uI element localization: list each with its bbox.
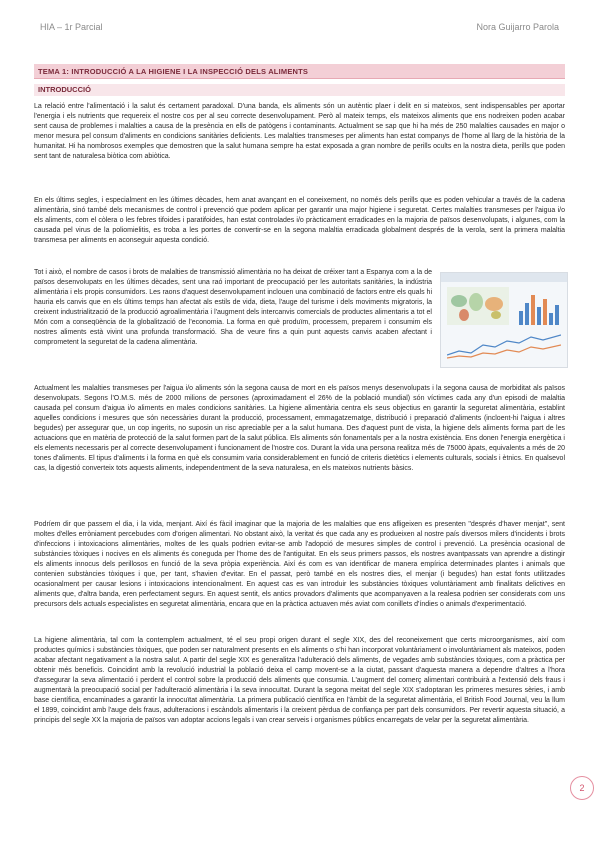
paragraph: Actualment les malalties transmeses per l'aigua i/o aliments són la segona causa de mort en els països menys desenvolupats i la segona causa de morbiditat als països desenvolupats. Segons l'O.M.S. més de 2000 milions de persones (aproximadament el 26% de la població mundial) són víctimes cada any d'un episodi de malaltia causada pel consum d'aigua i/o aliments en males condicions sanitàries. La higiene alimentària centra els seus objectius en garantir la seguretat alimentària, establint aquelles condicions i mesures que són necessàries durant la producció, processament, emmagatzematge, distribució i preparació d'aliments (incloent-hi l'aigua i altres begudes) per assegurar que, un cop ingerits, no suposin un risc apreciable per a la salut humana. Des d'aquest punt de vista, la higiene dels aliments forma part de les actuacions que en matèria de protecció de la salut formen part de la salut pública. Els aliments són fonamentals per a la nostra existència. Ens donen l'energia energètica i els elements necessaris per al correcte desenvolupament i funcionament de l'nostre cos. Durant la vida una persona realitza més de 75000 àpats, equivalents a més de 20 tones d'aliments. El tipus d'aliments i la forma en què els consumim varia considerablement en funció de criteris dietètics i elements culturals, socials i ètnics. En qualsevol cas, la digestió converteix tots aquests aliments, independentment de la seva naturalesa, en els mateixos nutrients bàsics. bbox=[34, 385, 565, 472]
line-graphic bbox=[447, 331, 561, 361]
header-author: Nora Guijarro Parola bbox=[476, 22, 559, 32]
page-header bbox=[40, 22, 559, 38]
paragraph: Podríem dir que passem el dia, i la vida, menjant. Així és fàcil imaginar que la majoria de les malalties que ens afligeixen es presenten "després d'haver menjat", sent moltes d'elles erròniament percebudes com d'origen alimentari. No obstant això, la veritat és que cada any es produeixen al nostre país diversos milers d'incidents i brots d'infeccions i intoxicacions alimentàries, moltes de les quals podrien evitar-se amb l'adopció de mesures simples de control i prevenció. La presència ocasional de substàncies tòxiques i nocives en els aliments és coneguda per l'home des de l'antiguitat. En els seus primers passos, els nostres avantpassats van aprendre a distingir els aliments innocus dels perillosos en funció de la seva pròpia experiència. Així és com es van identificar de manera empírica determinades plantes i animals que contenien substàncies tòxiques i que, per tant, s'havien d'evitar. En el passat, però també en els nostres dies, el menjar (i begudes) han estat fonts utilitzades ocasionalment per causar lesions i intoxicacions intencionalment. En aquest cas es van introduir les substàncies tòxiques voluntàriament amb finalitats delictives en aliments que, d'altra banda, eren perfectament segurs. En aquest sentit, els antics provadors d'aliments que acompanyaven a la realesa podrien ser considerats com uns precursors dels actuals especialistes en seguretat alimentària, encara que en la pràctica actuaven més aviat com conillets d'índies o animals d'experimentació. bbox=[34, 521, 565, 608]
section-heading: INTRODUCCIÓ bbox=[34, 84, 565, 96]
topic-title: TEMA 1: INTRODUCCIÓ A LA HIGIENE I LA INSPECCIÓ DELS ALIMENTS bbox=[34, 64, 565, 79]
figure-header-strip bbox=[441, 273, 567, 282]
page-number: 2 bbox=[570, 776, 594, 800]
dashboard-figure bbox=[440, 272, 568, 368]
world-map-graphic bbox=[447, 287, 509, 325]
bar-graphic bbox=[517, 287, 561, 325]
paragraph: La higiene alimentària, tal com la contemplem actualment, té el seu propi origen durant el segle XIX, des del reconeixement que certs microorganismes, així com productes químics i substàncies tòxiques, que poden ser naturalment presents en els aliments o s'hi han incorporat voluntàriament o involuntàriament als mateixos, poden acabar afectant negativament a la nostra salut. A partir del segle XIX es generalitza l'adulteració dels aliments, de vegades amb substàncies tòxiques, com a pràctica per obtenir més beneficis. Coincidint amb la revolució industrial la població deixa el camp movent-se a la ciutat, passant d'aquesta manera a dependre d'altres a l'hora d'assegurar la seva alimentació i perdent el control sobre la producció dels aliments que consumia. L'augment del comerç alimentari contribuirà a l'extensió dels fraus i augmentarà la preocupació social per l'adulteració alimentària i la seva innocuïtat. Durant la segona meitat del segle XIX s'adoptaran les primeres mesures sèries, i amb base científica, encaminades a garantir la innocuïtat alimentària. La primera publicació científica en l'àmbit de la seguretat alimentària, el British Food Journal, veu la llum el 1899, coincidint amb l'auge dels fraus, adulteracions i escàndols alimentaris i la creixent pèrdua de confiança per part dels consumidors. Per revertir aquesta situació, a principis del segle XX la majoria de països van adoptar accions legals i van crear serveis i organismes públics encarregats de velar per la seguretat alimentària. bbox=[34, 637, 565, 724]
paragraph: La relació entre l'alimentació i la salut és certament paradoxal. D'una banda, els aliments són un autèntic plaer i delit en si mateixos, sent indispensables per aportar l'energia i els nutrients que requereix el nostre cos per al seu correcte desenvolupament. Però al mateix temps, els mateixos aliments que ens nodreixen poden acabar sent causa de problemes i malalties a causa de la presència en ells de patògens i contaminants. Actualment se sap que hi ha més de 250 malalties causades en major o menor mesura pel consum d'aliments en condicions sanitàries deficients. Les malalties transmeses per aliments han estat companys de l'home al llarg de la història de la humanitat. Hi ha nombrosos exemples que demostren que la salut humana sempre ha estat exposada a gran nombre de perills ocults en la nostra dieta, perills que poden sent tant de naturalesa biòtica com abiòtica. bbox=[34, 103, 565, 160]
header-course: HIA – 1r Parcial bbox=[40, 22, 103, 32]
paragraph: En els últims segles, i especialment en les últimes dècades, hem anat avançant en el coneixement, no només dels perills que es poden vehicular a través de la cadena alimentària, sinó també dels mecanismes de control i prevenció que podem aplicar per garantir una major higiene i seguretat. Certes malalties transmeses per l'aigua i/o els aliments, com el còlera o les febres tifoides i paratifoides, han estat controlades i/o pràcticament erradicades en la majoria de països desenvolupats, i algunes, com la causada pel virus de la poliomielitis, es troba a les portes de convertir-se en la segona malaltia erradicada globalment després de la verola, sent la primera malaltia transmesa per aliments en aconseguir aquesta condició. bbox=[34, 197, 565, 244]
paragraph: Tot i això, el nombre de casos i brots de malalties de transmissió alimentària no ha deixat de créixer tant a Espanya com a la de països desenvolupats en les últimes dècades, sent una raó important de preocupació per les autoritats sanitàries, la indústria alimentària i els propis consumidors. Les raons d'aquest desenvolupament inclouen una combinació de factors entre els quals hi hauria els canvis que en els últims temps han afectat als estils de vida, dieta, l'auge del turisme i dels moviments migratoris, la creixent industrialització de la producció agroalimentària i l'augment dels intercanvis comercials de productes alimentaris a tot el Món com a conseqüència de la globalització de l'economia. La forma en què produïm, processem, preparem i consumim els nostres aliments està vivint una profunda transformació. Sha de veure fins a quin punt aquests canvis acaben afectant i comprometent la seguretat de la cadena alimentària. bbox=[34, 269, 432, 346]
